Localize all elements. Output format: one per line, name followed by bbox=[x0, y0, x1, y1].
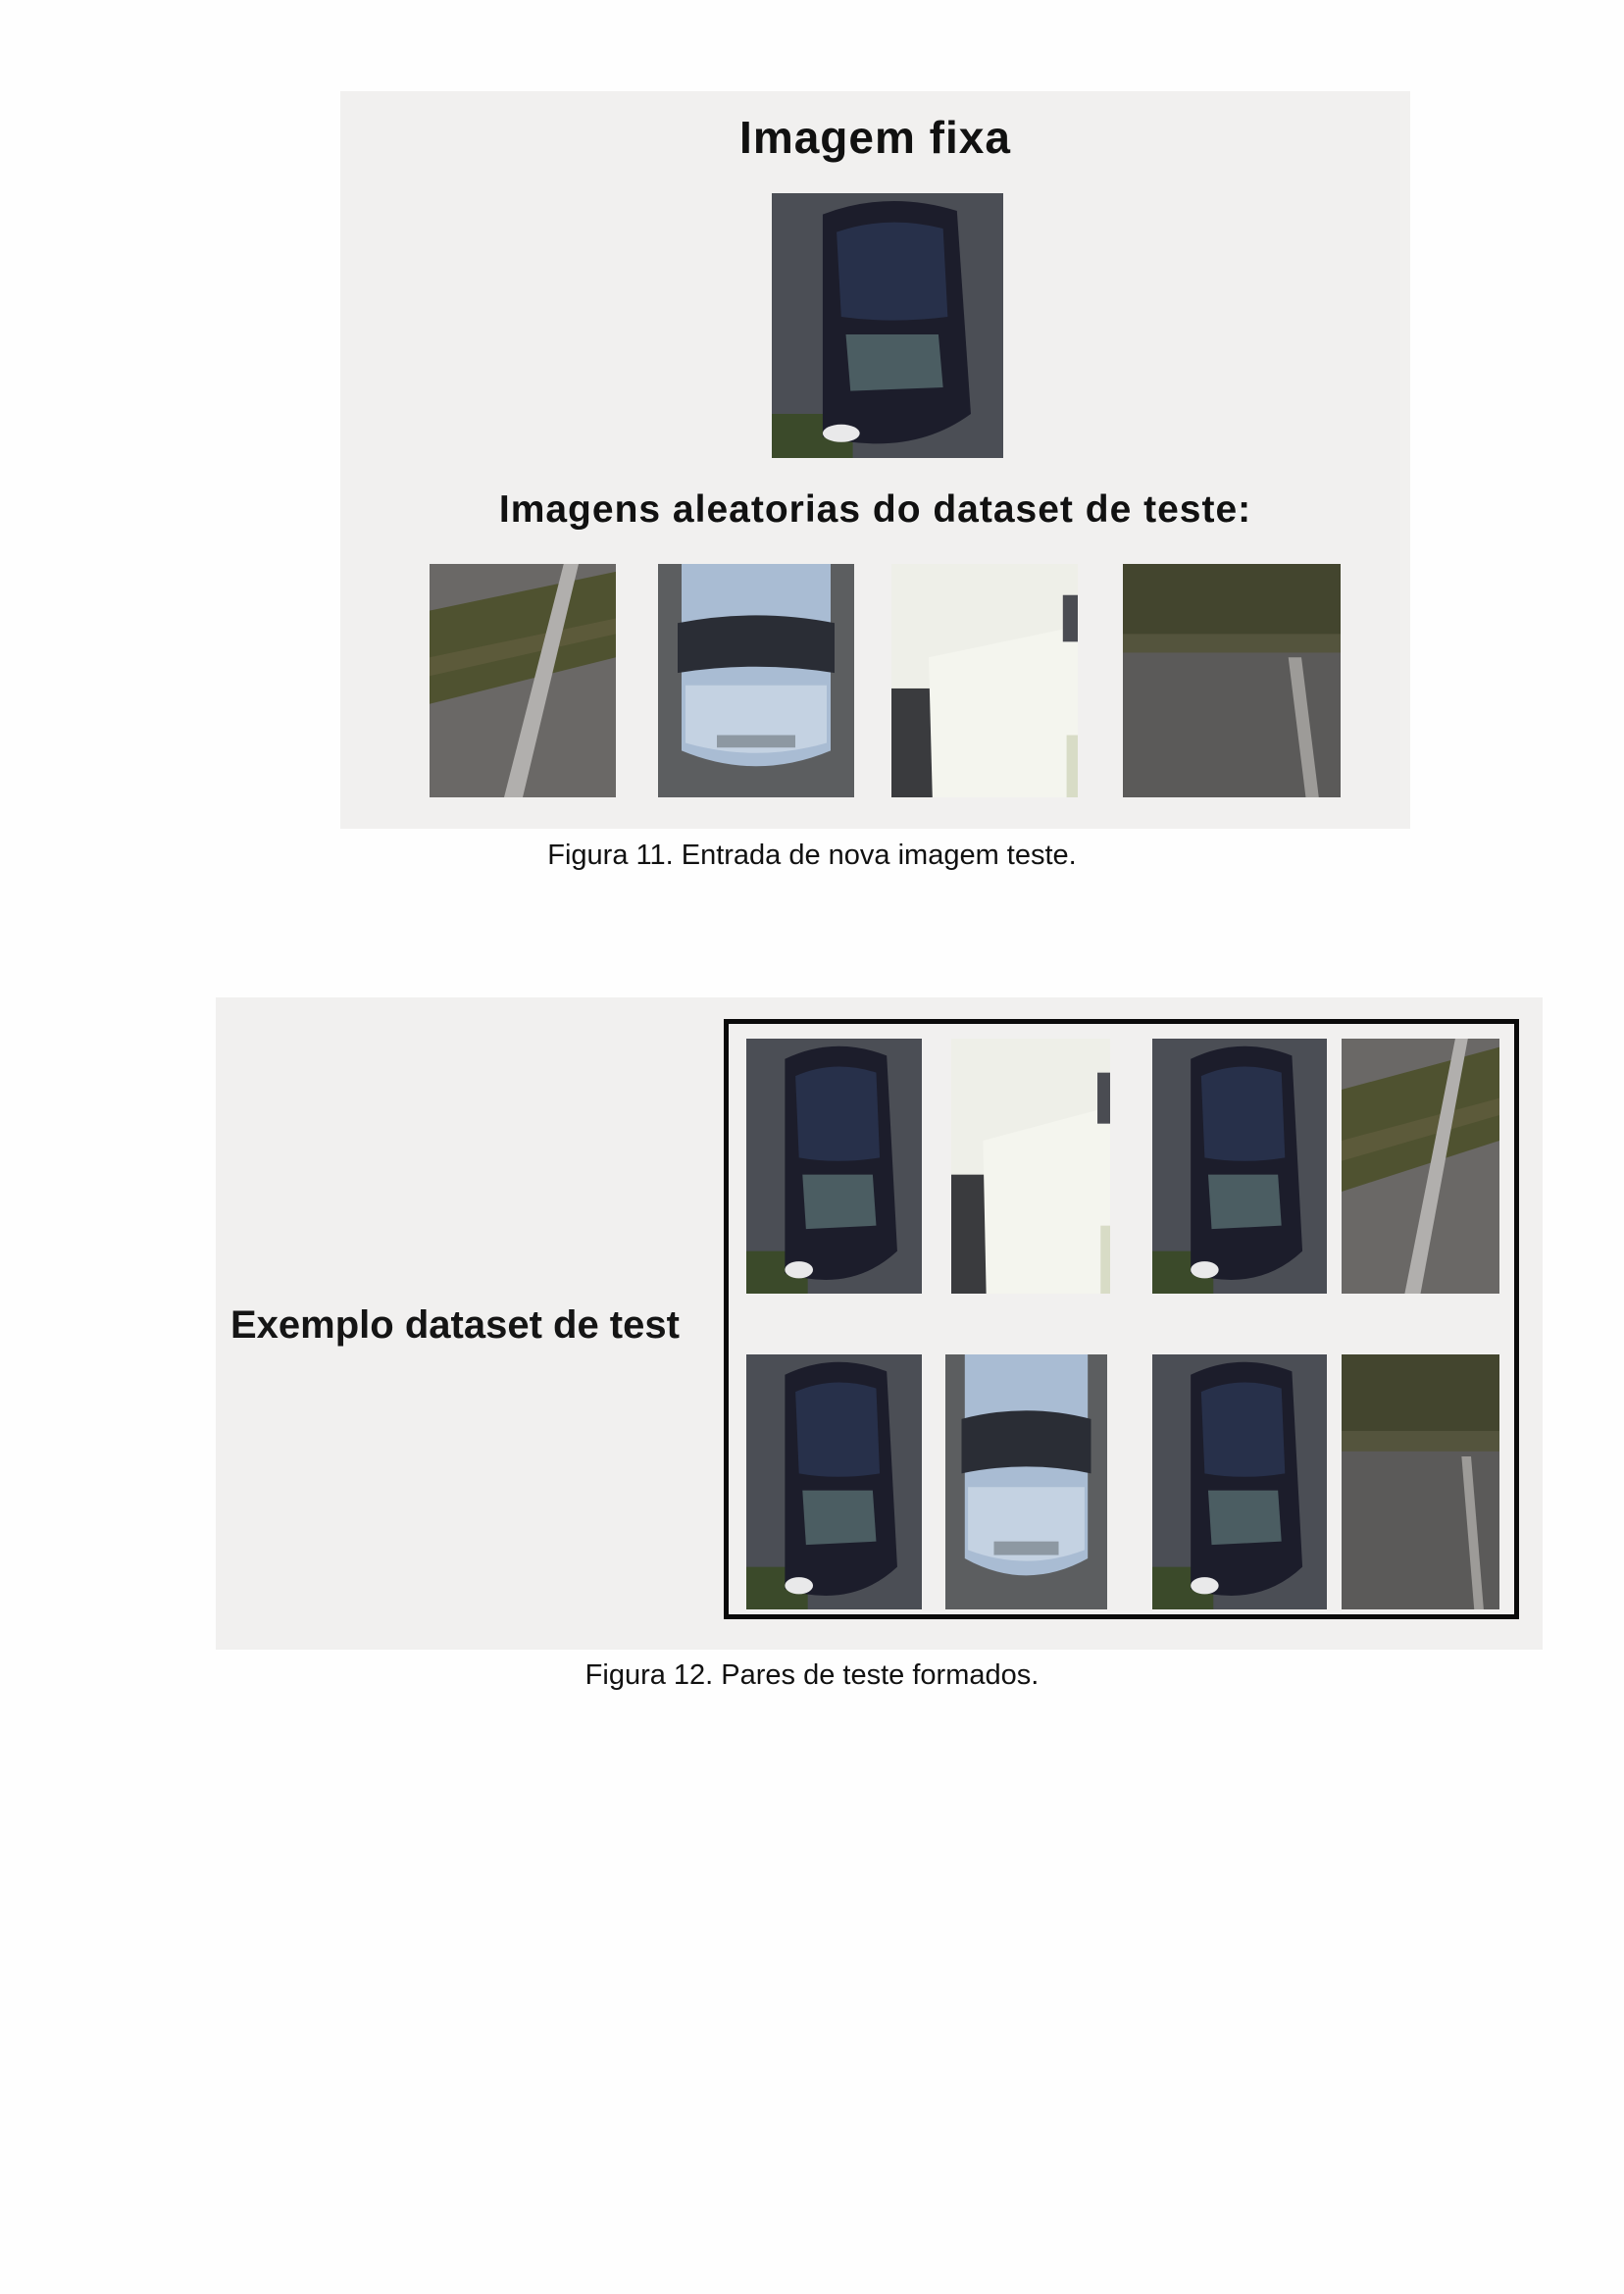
figure-11-subtitle: Imagens aleatorias do dataset de teste: bbox=[498, 488, 1252, 531]
pair-4-left-dark-car bbox=[1152, 1354, 1327, 1609]
figure-12-panel bbox=[216, 997, 1543, 1650]
random-image-grass-edge bbox=[1123, 564, 1341, 797]
pair-2-right-grass-stripe bbox=[1342, 1039, 1499, 1294]
figure-12-caption: Figura 12. Pares de teste formados. bbox=[584, 1659, 1040, 1691]
pair-2-left-dark-car bbox=[1152, 1039, 1327, 1294]
pair-3-left-dark-car bbox=[746, 1354, 922, 1609]
random-image-white-car bbox=[891, 564, 1078, 797]
fixed-image-dark-car bbox=[772, 193, 1003, 458]
figure-12-label: Exemplo dataset de test bbox=[230, 1303, 680, 1347]
figure-11-title: Imagem fixa bbox=[739, 112, 1011, 163]
random-image-blue-car bbox=[658, 564, 854, 797]
pair-1-right-white-car bbox=[951, 1039, 1110, 1294]
figure-11-panel bbox=[340, 91, 1410, 829]
pair-3-right-blue-car bbox=[945, 1354, 1107, 1609]
figure-11-caption: Figura 11. Entrada de nova imagem teste. bbox=[547, 840, 1077, 871]
random-image-grass-stripe bbox=[430, 564, 616, 797]
pair-1-left-dark-car bbox=[746, 1039, 922, 1294]
pair-4-right-grass-edge bbox=[1342, 1354, 1499, 1609]
